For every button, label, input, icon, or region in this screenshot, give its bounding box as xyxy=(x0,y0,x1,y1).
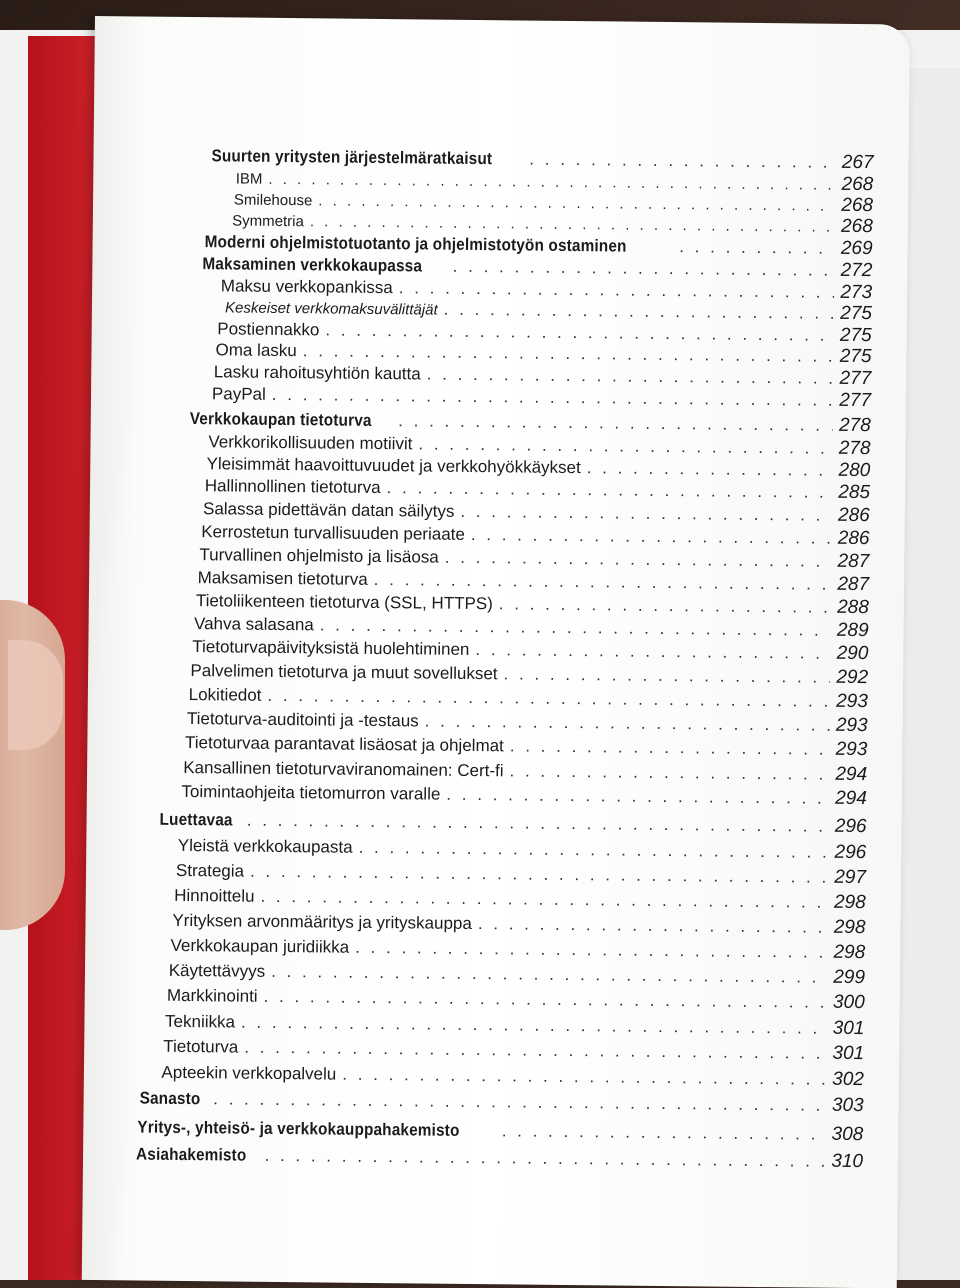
toc-page-number: 303 xyxy=(831,1094,864,1117)
toc-entry-title: IBM xyxy=(235,170,263,188)
toc-entry-title: Kerrostetun turvallisuuden periaate xyxy=(201,522,466,544)
toc-page-number: 275 xyxy=(839,324,872,347)
toc-page-number: 277 xyxy=(839,389,872,412)
toc-entry-title: Suurten yritysten järjestelmäratkaisut xyxy=(211,146,493,169)
toc-entry-title: Verkkokaupan tietoturva xyxy=(190,409,373,430)
dot-leader xyxy=(587,458,833,481)
toc-entry-title: Lokitiedot xyxy=(188,685,262,705)
toc-entry-title: Symmetria xyxy=(232,212,304,231)
dot-leader xyxy=(260,887,828,913)
toc-page-number: 293 xyxy=(835,738,868,761)
toc-page-number: 296 xyxy=(834,815,867,838)
dot-leader xyxy=(679,237,835,259)
dot-leader xyxy=(267,686,830,712)
toc-page-number: 272 xyxy=(840,259,873,282)
toc-entry-title: Sanasto xyxy=(139,1088,201,1109)
toc-entry xyxy=(136,1143,863,1173)
toc-entry xyxy=(185,732,867,761)
toc-entry-title: Strategia xyxy=(175,860,245,881)
toc-entry-title: Lasku rahoitusyhtiön kautta xyxy=(213,362,421,384)
toc-page-number: 288 xyxy=(837,596,869,619)
fingernail xyxy=(8,640,63,750)
dot-leader xyxy=(471,525,832,549)
toc-page-number: 286 xyxy=(837,504,870,527)
toc-entry-title: Hallinnollinen tietoturva xyxy=(204,476,381,498)
toc-page-number: 273 xyxy=(840,281,873,304)
toc-page-number: 298 xyxy=(833,916,866,939)
toc-entry-title: Palvelimen tietoturva ja muut sovellukset xyxy=(190,661,498,684)
toc-entry xyxy=(176,860,866,889)
dot-leader xyxy=(478,914,828,938)
toc-page-number: 289 xyxy=(836,619,869,642)
dot-leader xyxy=(509,761,829,784)
dot-leader xyxy=(244,1038,826,1064)
table-of-contents xyxy=(82,16,910,1288)
toc-entry-title: Verkkorikollisuuden motiivit xyxy=(208,432,413,454)
toc-entry-title: Salassa pidettävän datan säilytys xyxy=(202,499,455,521)
toc-entry-title: Yrityksen arvonmääritys ja yrityskauppa xyxy=(172,910,472,933)
dot-leader xyxy=(355,938,828,963)
toc-page-number: 268 xyxy=(841,173,874,196)
toc-page-number: 277 xyxy=(839,367,872,390)
dot-leader xyxy=(453,257,835,281)
toc-page-number: 268 xyxy=(841,194,874,217)
toc-page-number: 300 xyxy=(832,991,865,1014)
toc-entry-title: Asiahakemisto xyxy=(135,1144,247,1165)
dot-leader xyxy=(386,478,832,503)
toc-page-number: 269 xyxy=(840,237,873,260)
toc-entry-title: Yleistä verkkokaupasta xyxy=(177,835,353,857)
toc-entry-title: Turvallinen ohjelmisto ja lisäosa xyxy=(199,545,439,567)
toc-entry-title: Keskeiset verkkomaksuvälittäjät xyxy=(225,299,438,319)
toc-entry-title: Maksu verkkopankissa xyxy=(220,276,393,298)
dot-leader xyxy=(250,862,828,888)
toc-entry-title: Tietoturva xyxy=(163,1036,239,1057)
dot-leader xyxy=(503,664,830,687)
dot-leader xyxy=(213,1089,826,1115)
toc-page-number: 287 xyxy=(837,573,870,596)
toc-page-number: 286 xyxy=(837,527,870,550)
toc-entry-title: Luettavaa xyxy=(159,809,233,830)
dot-leader xyxy=(271,962,827,988)
dot-leader xyxy=(359,838,829,863)
toc-entry-title: Hinnoittelu xyxy=(174,885,255,906)
toc-entry xyxy=(163,1036,864,1065)
toc-page-number: 280 xyxy=(838,459,871,482)
toc-entry-title: Oma lasku xyxy=(215,340,297,361)
dot-leader xyxy=(510,736,830,759)
toc-entry-title: Vahva salasana xyxy=(193,614,314,635)
toc-page-number: 297 xyxy=(834,866,867,889)
toc-page-number: 310 xyxy=(831,1150,864,1173)
toc-entry-title: Tietoliikenteen tietoturva (SSL, HTTPS) xyxy=(195,591,493,614)
dot-leader xyxy=(446,785,829,809)
dot-leader xyxy=(374,570,832,595)
toc-page-number: 302 xyxy=(832,1068,864,1091)
toc-entry-title: Toimintaohjeita tietomurron varalle xyxy=(181,781,441,804)
dot-leader xyxy=(398,411,833,436)
toc-entry xyxy=(169,960,865,989)
toc-page-number: 287 xyxy=(837,550,870,573)
dot-leader xyxy=(445,548,832,572)
toc-entry-title: Maksaminen verkkokaupassa xyxy=(202,254,423,276)
toc-page-number: 294 xyxy=(835,763,868,786)
toc-entry xyxy=(165,1011,865,1040)
toc-entry-title: PayPal xyxy=(211,384,266,404)
dot-leader xyxy=(272,385,834,411)
toc-entry xyxy=(172,910,865,939)
toc-entry-title: Yleisimmät haavoittuvuudet ja verkkohyökkäykset xyxy=(206,454,581,478)
dot-leader xyxy=(264,987,828,1013)
toc-page-number: 301 xyxy=(832,1017,865,1040)
toc-page-number: 298 xyxy=(833,941,866,964)
dot-leader xyxy=(529,150,836,173)
toc-page-number: 278 xyxy=(838,437,871,460)
toc-page-number: 298 xyxy=(833,891,866,914)
dot-leader xyxy=(499,594,831,617)
toc-page-number: 290 xyxy=(836,642,869,665)
dot-leader xyxy=(460,502,832,526)
toc-page-number: 296 xyxy=(834,841,867,864)
dot-leader xyxy=(427,364,834,388)
toc-page-number: 293 xyxy=(835,714,868,737)
dot-leader xyxy=(444,300,835,324)
toc-entry-title: Moderni ohjelmistotuotanto ja ohjelmistotyön ostaminen xyxy=(204,232,627,256)
dot-leader xyxy=(264,1146,825,1172)
toc-entry-title: Tietoturvaa parantavat lisäosat ja ohjelmat xyxy=(184,732,504,756)
dot-leader xyxy=(320,615,831,640)
toc-entry xyxy=(160,809,867,838)
toc-entry-title: Markkinointi xyxy=(166,985,258,1006)
toc-entry-title: Käytettävyys xyxy=(168,960,266,981)
toc-page-number: 308 xyxy=(831,1123,864,1146)
toc-page-number: 267 xyxy=(841,151,874,174)
toc-entry xyxy=(161,1062,864,1091)
book-page xyxy=(82,16,910,1288)
toc-entry xyxy=(181,781,867,810)
toc-page-number: 275 xyxy=(840,302,873,325)
toc-page-number: 293 xyxy=(836,690,868,713)
toc-page-number: 268 xyxy=(841,215,873,238)
dot-leader xyxy=(475,640,830,664)
toc-entry xyxy=(170,935,865,964)
toc-page-number: 285 xyxy=(838,481,871,504)
dot-leader xyxy=(241,1013,827,1039)
toc-entry-title: Kansallinen tietoturvaviranomainen: Cert-fi xyxy=(183,757,504,781)
toc-page-number: 294 xyxy=(835,787,867,810)
toc-entry-title: Tietoturvapäivityksistä huolehtiminen xyxy=(192,637,470,659)
dot-leader xyxy=(342,1065,826,1090)
toc-page-number: 299 xyxy=(833,966,866,989)
toc-page-number: 278 xyxy=(838,414,871,437)
toc-entry xyxy=(174,885,866,914)
toc-entry-title: Tietoturva-auditointi ja -testaus xyxy=(186,709,419,731)
dot-leader xyxy=(502,1121,826,1144)
toc-page-number: 292 xyxy=(836,666,869,689)
toc-page-number: 275 xyxy=(839,345,872,368)
toc-entry-title: Smilehouse xyxy=(233,191,313,210)
toc-entry xyxy=(167,985,865,1014)
toc-entry-title: Maksamisen tietoturva xyxy=(197,568,368,589)
toc-page-number: 301 xyxy=(832,1042,865,1065)
toc-entry-title: Postiennakko xyxy=(217,319,320,340)
toc-entry-title: Yritys-, yhteisö- ja verkkokauppahakemisto xyxy=(137,1117,461,1140)
dot-leader xyxy=(425,711,830,735)
toc-entry-title: Tekniikka xyxy=(165,1011,236,1032)
toc-entry-title: Verkkokaupan juridiikka xyxy=(170,935,350,957)
toc-entry xyxy=(178,835,867,864)
toc-entry xyxy=(140,1088,864,1118)
toc-entry xyxy=(138,1117,864,1147)
toc-entry-title: Apteekin verkkopalvelu xyxy=(161,1062,337,1084)
dot-leader xyxy=(247,811,829,837)
